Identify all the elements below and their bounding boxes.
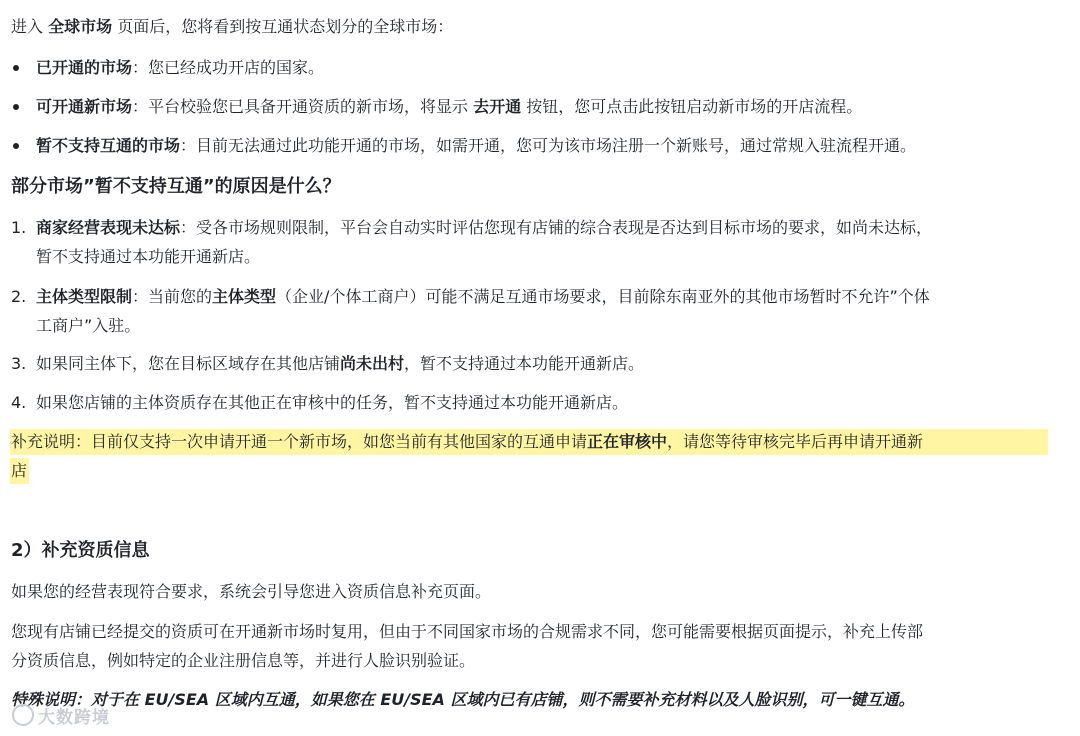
list-number: 2.: [11, 287, 27, 306]
list-number: 4.: [11, 393, 27, 412]
intro-text: 进入: [11, 17, 49, 36]
watermark: 大数跨境: [12, 703, 110, 728]
list-item: 如果同主体下，您在目标区域存在其他店铺尚未出村，暂不支持通过本功能开通新店。: [36, 354, 645, 373]
list-item-continuation: 工商户”入驻。: [36, 316, 141, 335]
list-item: 主体类型限制：当前您的主体类型（企业/个体工商户）可能不满足互通市场要求，目前除东南亚外的其他市场暂时不允许”个体: [36, 287, 930, 306]
intro-paragraph: [11, 15, 453, 39]
note-line-continuation: 店: [11, 461, 28, 480]
section-heading: 部分市场”暂不支持互通”的原因是什么？: [11, 176, 341, 197]
paragraph: 如果您的经营表现符合要求，系统会引导您进入资质信息补充页面。: [11, 582, 492, 601]
section-heading: 2）补充资质信息: [11, 540, 150, 561]
special-note: 特殊说明：对于在 EU/SEA 区域内互通，如果您在 EU/SEA 区域内已有店铺，则不需要补充材料以及人脸识别，可一键互通。: [11, 690, 915, 709]
bullet-item: 暂不支持互通的市场：目前无法通过此功能开通的市场，如需开通，您可为该市场注册一个新账号，通过常规入驻流程开通。: [36, 136, 917, 155]
bullet-dot-icon: [13, 104, 19, 110]
list-number: 3.: [11, 354, 27, 373]
list-item: 如果您店铺的主体资质存在其他正在审核中的任务，暂不支持通过本功能开通新店。: [36, 393, 629, 412]
paragraph: 您现有店铺已经提交的资质可在开通新市场时复用，但由于不同国家市场的合规需求不同，您可能需要根据页面提示，补充上传部: [11, 622, 924, 641]
note-line: 补充说明：目前仅支持一次申请开通一个新市场，如您当前有其他国家的互通申请正在审核中，请您等待审核完毕后再申请开通新: [11, 432, 924, 451]
bullet-item: 可开通新市场：平台校验您已具备开通资质的新市场，将显示 去开通 按钮，您可点击此按钮启动新市场的开店流程。: [36, 97, 863, 116]
list-item: 商家经营表现未达标：受各市场规则限制，平台会自动实时评估您现有店铺的综合表现是否达到目标市场的要求，如尚未达标，: [36, 218, 933, 237]
bullet-item: 已开通的市场：您已经成功开店的国家。: [36, 58, 325, 77]
bullet-dot-icon: [13, 65, 19, 71]
list-number: 1.: [11, 218, 27, 237]
paragraph-continuation: 分资质信息，例如特定的企业注册信息等，并进行人脸识别验证。: [11, 651, 476, 670]
intro-text-rest: 页面后，您将看到按互通状态划分的全球市场：: [112, 17, 454, 36]
intro-bold: 全球市场: [48, 17, 113, 36]
list-item-continuation: 暂不支持通过本功能开通新店。: [36, 247, 261, 266]
watermark-logo-icon: [12, 704, 34, 726]
bullet-dot-icon: [13, 143, 19, 149]
